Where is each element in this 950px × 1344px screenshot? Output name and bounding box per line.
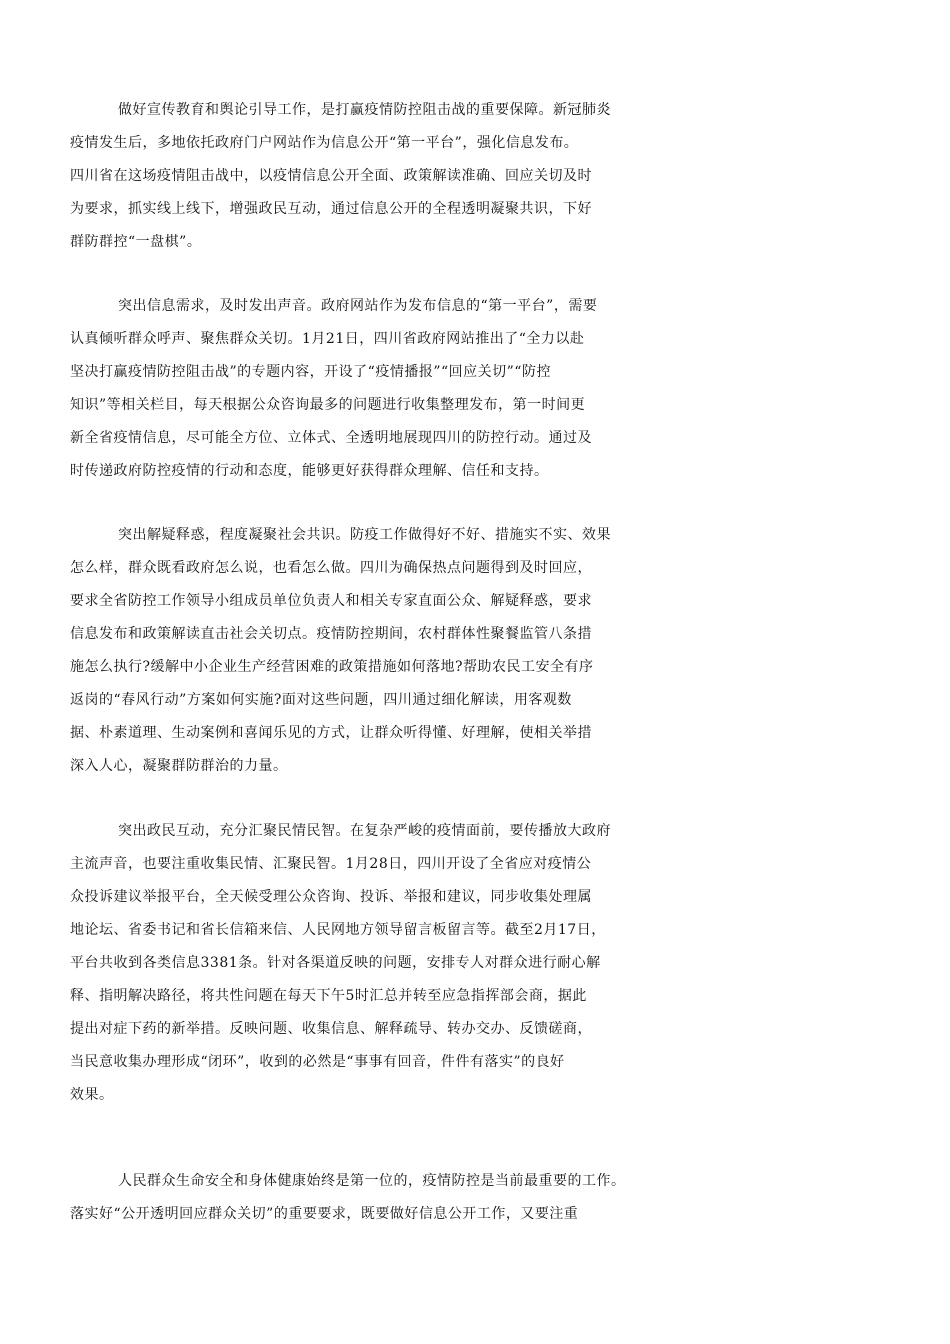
- text-line: 信息发布和政策解读直击社会关切点。疫情防控期间，农村群体性聚餐监管八条措: [70, 626, 592, 642]
- text-line: 深入人心，凝聚群防群治的力量。: [70, 758, 288, 774]
- text-line: 落实好“公开透明回应群众关切”的重要要求，既要做好信息公开工作，又要注重: [70, 1206, 579, 1222]
- text-line: 知识”等相关栏目，每天根据公众咨询最多的问题进行收集整理发布，第一时间更: [70, 397, 586, 413]
- text-line: 新全省疫情信息，尽可能全方位、立体式、全透明地展现四川的防控行动。通过及: [70, 430, 592, 446]
- text-line: 释、指明解决路径，将共性问题在每天下午5时汇总并转至应急指挥部会商，据此: [70, 988, 587, 1004]
- text-line: 效果。: [70, 1087, 114, 1103]
- text-line: 怎么样，群众既看政府怎么说，也看怎么做。四川为确保热点问题得到及时回应，: [70, 560, 592, 576]
- text-line: 平台共收到各类信息3381条。针对各渠道反映的问题，安排专人对群众进行耐心解: [70, 955, 601, 971]
- text-line: 认真倾听群众呼声、聚焦群众关切。1月21日，四川省政府网站推出了“全力以赴: [70, 331, 585, 347]
- text-line: 四川省在这场疫情阻击战中，以疫情信息公开全面、政策解读准确、回应关切及时: [70, 168, 592, 184]
- paragraph-3: [70, 519, 888, 783]
- text-line: 突出解疑释惑，程度凝聚社会共识。防疫工作做得好不好、措施实不实、效果: [118, 527, 611, 543]
- text-line: 时传递政府防控疫情的行动和态度，能够更好获得群众理解、信任和支持。: [70, 463, 549, 479]
- paragraph-4: [70, 815, 888, 1112]
- paragraph-2: [70, 290, 888, 488]
- text-line: 突出信息需求，及时发出声音。政府网站作为发布信息的“第一平台”，需要: [118, 298, 598, 314]
- text-line: 做好宣传教育和舆论引导工作，是打赢疫情防控阻击战的重要保障。新冠肺炎: [118, 102, 611, 118]
- text-line: 群防群控“一盘棋”。: [70, 234, 202, 250]
- paragraph-1: [70, 94, 888, 259]
- text-line: 施怎么执行?缓解中小企业生产经营困难的政策措施如何落地?帮助农民工安全有序: [70, 659, 594, 675]
- text-line: 主流声音，也要注重收集民情、汇聚民智。1月28日，四川开设了全省应对疫情公: [70, 856, 592, 872]
- paragraph-5: [70, 1165, 888, 1231]
- text-line: 当民意收集办理形成“闭环”，收到的必然是“事事有回音，件件有落实”的良好: [70, 1054, 565, 1070]
- text-line: 提出对症下药的新举措。反映问题、收集信息、解释疏导、转办交办、反馈磋商，: [70, 1021, 592, 1037]
- text-line: 众投诉建议举报平台，全天候受理公众咨询、投诉、举报和建议，同步收集处理属: [70, 889, 592, 905]
- text-line: 返岗的“春风行动”方案如何实施?面对这些问题，四川通过细化解读，用客观数: [70, 692, 572, 708]
- text-line: 坚决打赢疫情防控阻击战”的专题内容，开设了“疫情播报”“回应关切”“防控: [70, 364, 551, 380]
- text-line: 要求全省防控工作领导小组成员单位负责人和相关专家直面公众、解疑释惑，要求: [70, 593, 592, 609]
- text-line: 为要求，抓实线上线下，增强政民互动，通过信息公开的全程透明凝聚共识，下好: [70, 201, 592, 217]
- text-line: 据、朴素道理、生动案例和喜闻乐见的方式，让群众听得懂、好理解，使相关举措: [70, 725, 592, 741]
- text-line: 突出政民互动，充分汇聚民情民智。在复杂严峻的疫情面前，要传播放大政府: [118, 823, 611, 839]
- text-line: 地论坛、省委书记和省长信箱来信、人民网地方领导留言板留言等。截至2月17日，: [70, 922, 606, 938]
- text-line: 疫情发生后，多地依托政府门户网站作为信息公开“第一平台”，强化信息发布。: [70, 135, 579, 151]
- text-line: 人民群众生命安全和身体健康始终是第一位的，疫情防控是当前最重要的工作。: [118, 1173, 626, 1189]
